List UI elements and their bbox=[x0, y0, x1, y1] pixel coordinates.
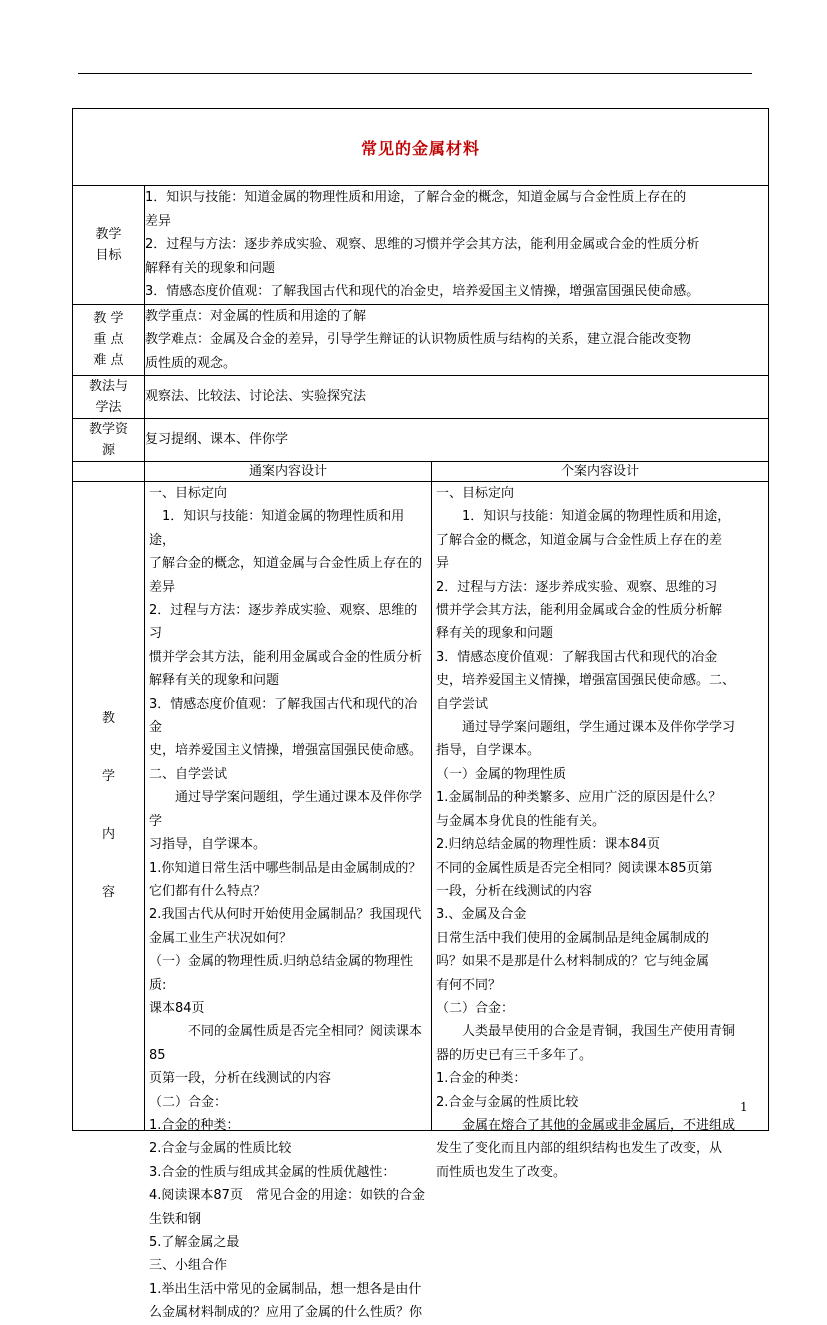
general-plan-line: 它们都有什么特点？ bbox=[149, 883, 267, 899]
individual-plan-line: 1.金属制品的种类繁多、应用广泛的原因是什么？ bbox=[436, 790, 722, 806]
general-plan-content bbox=[145, 482, 432, 1321]
general-plan-line: （二）合金： bbox=[149, 1094, 228, 1110]
general-plan-line: 1.举出生活中常见的金属制品，想一想各是由什 bbox=[149, 1281, 422, 1297]
general-plan-line: 金属工业生产状况如何？ bbox=[149, 930, 293, 946]
individual-plan-line: 3．情感态度价值观：了解我国古代和现代的冶金 bbox=[436, 649, 718, 665]
objectives-label: 教学 目标 bbox=[73, 186, 145, 305]
individual-plan-line: 金属在熔合了其他的金属或非金属后，不进组成 bbox=[436, 1117, 736, 1133]
general-plan-line: 生铁和钢 bbox=[149, 1211, 202, 1227]
general-plan-line: 5.了解金属之最 bbox=[149, 1235, 240, 1250]
general-plan-line: 习指导，自学课本。 bbox=[149, 837, 267, 853]
general-plan-line: 惯并学会其方法，能利用金属或合金的性质分析 bbox=[149, 649, 423, 665]
general-plan-line: 一、目标定向 bbox=[149, 486, 228, 501]
general-plan-line: 三、小组合作 bbox=[149, 1258, 228, 1274]
individual-plan-line: 一、目标定向 bbox=[436, 486, 515, 501]
general-plan-line: 4.阅读课本87页 常见合金的用途：如铁的合金 bbox=[149, 1188, 425, 1204]
teaching-content-label: 教 学 内 容 bbox=[73, 482, 145, 1131]
general-plan-line: 2.合金与金属的性质比较 bbox=[149, 1141, 292, 1157]
right-column-header: 个案内容设计 bbox=[432, 462, 769, 482]
individual-plan-line: 1．知识与技能：知道金属的物理性质和用途， bbox=[436, 509, 731, 525]
general-plan-line: 通过导学案问题组，学生通过课本及伴你学学 bbox=[149, 790, 423, 829]
general-plan-line: 解释有关的现象和问题 bbox=[149, 673, 280, 689]
methods-label: 教法与 学法 bbox=[73, 376, 145, 419]
individual-plan-line: 了解合金的概念，知道金属与合金性质上存在的差 bbox=[436, 532, 723, 548]
title-cell bbox=[73, 109, 769, 186]
individual-plan-line: 与金属本身优良的性能有关。 bbox=[436, 813, 606, 829]
general-plan-line: 么金属材料制成的？应用了金属的什么性质？你 bbox=[149, 1305, 423, 1321]
individual-plan-line: 而性质也发生了改变。 bbox=[436, 1164, 567, 1180]
individual-plan-line: 异 bbox=[436, 556, 450, 572]
general-plan-line: 史，培养爱国主义情操，增强富国强民使命感。 bbox=[149, 743, 423, 759]
general-plan-line: 1.合金的种类： bbox=[149, 1117, 240, 1133]
individual-plan-line: 2.归纳总结金属的物理性质：课本84页 bbox=[436, 837, 660, 853]
individual-plan-line: 指导，自学课本。 bbox=[436, 743, 541, 759]
general-plan-line: 1.你知道日常生活中哪些制品是由金属制成的？ bbox=[149, 860, 422, 876]
individual-plan-line: 史，培养爱国主义情操，增强富国强民使命感。二、 bbox=[436, 673, 736, 689]
individual-plan-line: 1.合金的种类： bbox=[436, 1071, 527, 1087]
general-plan-line: 二、自学尝试 bbox=[149, 766, 228, 782]
general-plan-line: 课本84页 bbox=[149, 1000, 205, 1016]
objectives-content: 1．知识与技能：知道金属的物理性质和用途，了解合金的概念，知道金属与合金性质上存在的 差异 2．过程与方法：逐步养成实验、观察、思维的习惯并学会其方法，能利用金属或合金的性质分析 解释有关的现象和问题 3．情感态度价值观：了解我国古代和现代的冶金史，培养爱国主义情操，增强富国强民使命感。 bbox=[145, 186, 769, 305]
individual-plan-line: 2.合金与金属的性质比较 bbox=[436, 1094, 579, 1110]
left-column-header: 通案内容设计 bbox=[145, 462, 432, 482]
individual-plan-line: （二）合金： bbox=[436, 1000, 515, 1016]
general-plan-line: 2．过程与方法：逐步养成实验、观察、思维的习 bbox=[149, 603, 418, 642]
resources-content: 复习提纲、课本、伴你学 bbox=[145, 419, 769, 462]
individual-plan-line: 3.、金属及合金 bbox=[436, 907, 527, 923]
key-points-label: 教 学 重 点 难 点 bbox=[73, 304, 145, 376]
individual-plan-line: 器的历史已有三千多年了。 bbox=[436, 1047, 593, 1063]
resources-label: 教学资 源 bbox=[73, 419, 145, 462]
general-plan-line: 页第一段，分析在线测试的内容 bbox=[149, 1071, 332, 1087]
individual-plan-line: 通过导学案问题组，学生通过课本及伴你学学习 bbox=[436, 720, 736, 736]
general-plan-line: 1．知识与技能：知道金属的物理性质和用途， bbox=[149, 509, 405, 548]
general-plan-line: 差异 bbox=[149, 579, 176, 595]
general-plan-line: 2.我国古代从何时开始使用金属制品？我国现代 bbox=[149, 907, 422, 923]
individual-plan-line: （一）金属的物理性质 bbox=[436, 766, 567, 782]
general-plan-line: 了解合金的概念，知道金属与合金性质上存在的 bbox=[149, 556, 423, 572]
individual-plan-line: 吗？如果不是那是什么材料制成的？它与纯金属 bbox=[436, 954, 710, 970]
individual-plan-line: 一段，分析在线测试的内容 bbox=[436, 883, 593, 899]
individual-plan-line: 释有关的现象和问题 bbox=[436, 626, 554, 642]
general-plan-line: 3.合金的性质与组成其金属的性质优越性： bbox=[149, 1164, 396, 1180]
general-plan-line: （一）金属的物理性质.归纳总结金属的物理性质: bbox=[149, 954, 414, 993]
individual-plan-line: 2．过程与方法：逐步养成实验、观察、思维的习 bbox=[436, 579, 718, 595]
document-title: 常见的金属材料 bbox=[361, 138, 481, 158]
individual-plan-line: 日常生活中我们使用的金属制品是纯金属制成的 bbox=[436, 930, 710, 946]
header-rule bbox=[78, 73, 752, 74]
individual-plan-line: 有何不同？ bbox=[436, 977, 502, 993]
general-plan-line: 3．情感态度价值观：了解我国古代和现代的冶金 bbox=[149, 696, 418, 736]
general-plan-line: 不同的金属性质是否完全相同？阅读课本85 bbox=[149, 1024, 423, 1063]
individual-plan-content bbox=[432, 482, 769, 1180]
individual-plan-line: 人类最早使用的合金是青铜，我国生产使用青铜 bbox=[436, 1024, 736, 1040]
individual-plan-line: 不同的金属性质是否完全相同？阅读课本85页第 bbox=[436, 860, 713, 876]
key-points-content: 教学重点：对金属的性质和用途的了解 教学难点：金属及合金的差异，引导学生辩证的认识物质性质与结构的关系，建立混合能改变物 质性质的观念。 bbox=[145, 304, 769, 376]
lesson-plan-table bbox=[72, 108, 769, 1321]
header-spacer bbox=[73, 462, 145, 482]
individual-plan-line: 自学尝试 bbox=[436, 696, 489, 712]
individual-plan-line: 发生了变化而且内部的组织结构也发生了改变，从 bbox=[436, 1141, 723, 1157]
methods-content: 观察法、比较法、讨论法、实验探究法 bbox=[145, 376, 769, 419]
individual-plan-line: 惯并学会其方法，能利用金属或合金的性质分析解 bbox=[436, 603, 723, 619]
page-number: 1 bbox=[740, 1100, 748, 1114]
